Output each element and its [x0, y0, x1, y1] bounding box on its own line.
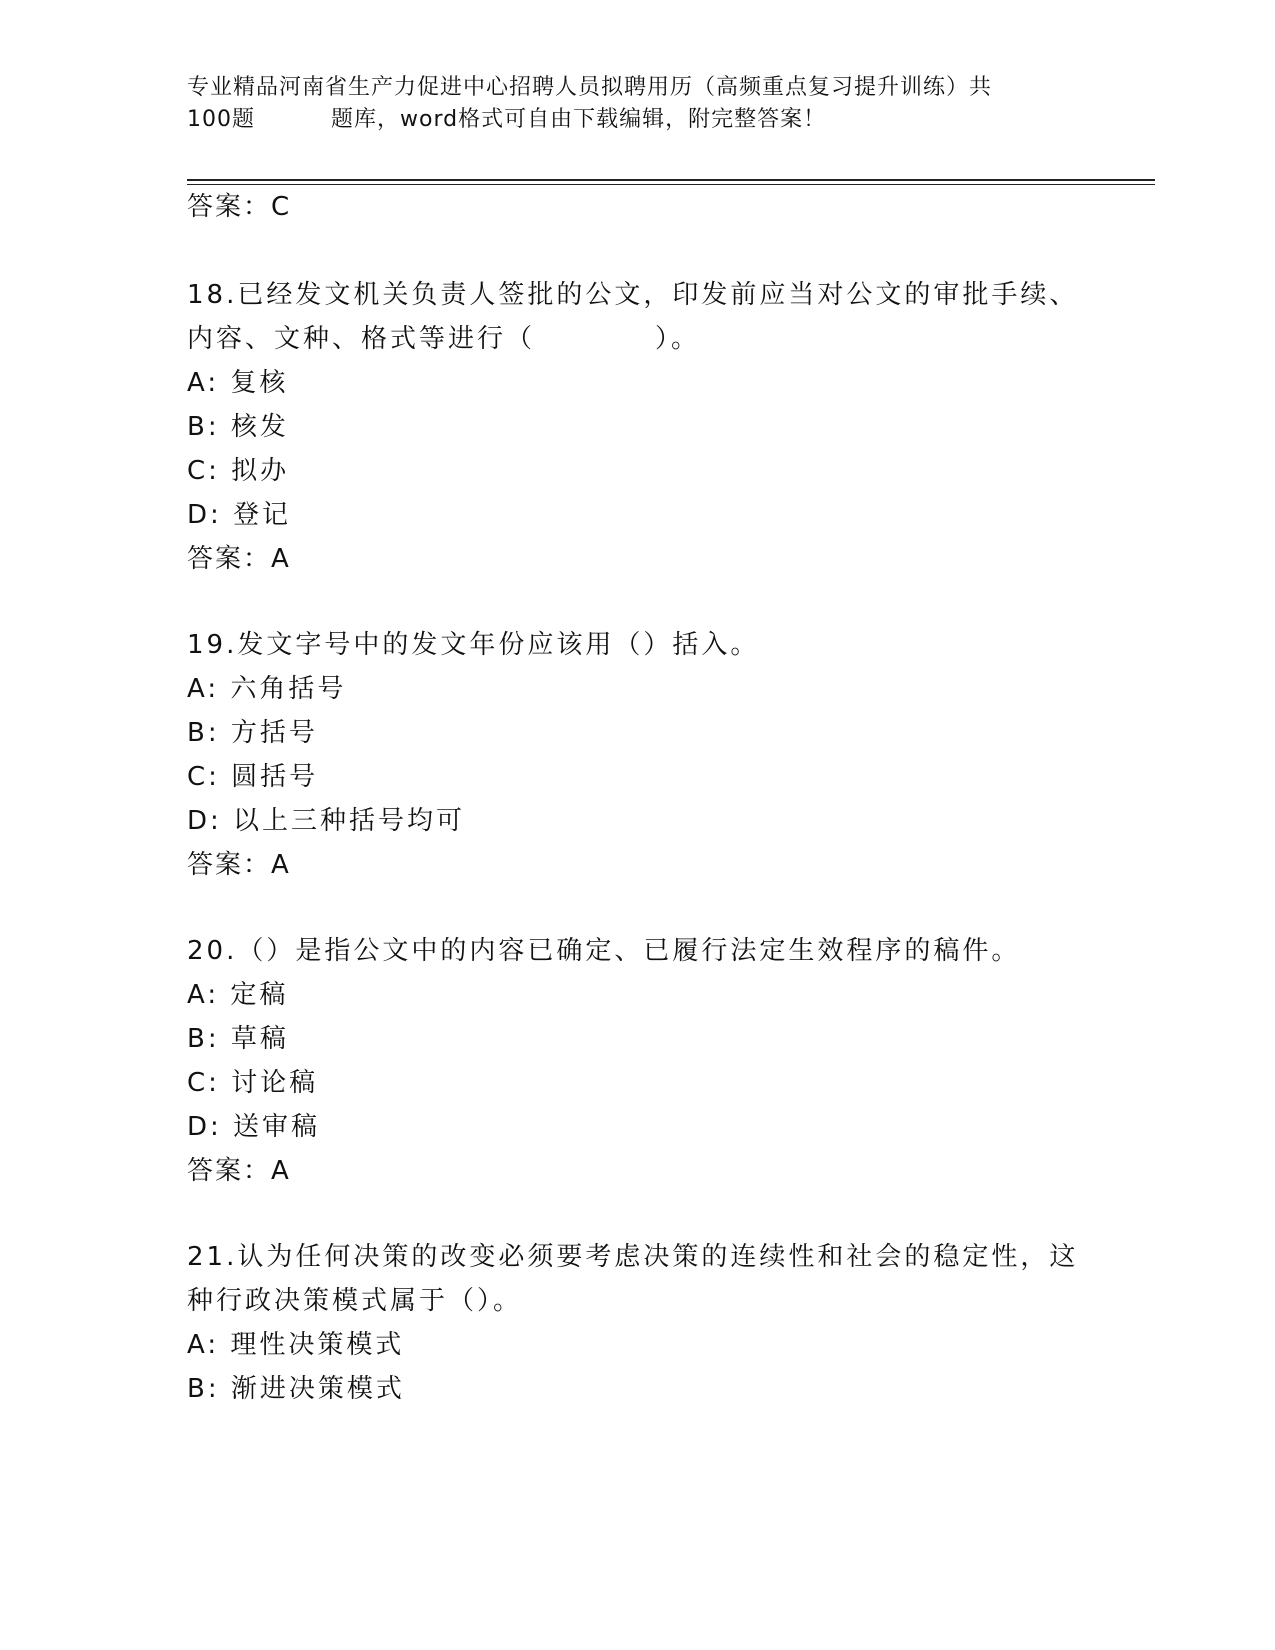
question-18-answer: 答案：A: [187, 544, 291, 574]
question-19-option-b: B: 方括号: [187, 718, 318, 748]
question-20-answer: 答案：A: [187, 1156, 291, 1186]
question-19-option-a: A: 六角括号: [187, 674, 347, 704]
document-header: [187, 72, 1087, 136]
question-20-stem: 20.（）是指公文中的内容已确定、已履行法定生效程序的稿件。: [187, 936, 1021, 966]
answer-q17: 答案：C: [187, 192, 292, 222]
question-18-option-c: C: 拟办: [187, 456, 290, 486]
question-19-option-d: D: 以上三种括号均可: [187, 806, 466, 836]
question-18-option-d: D: 登记: [187, 500, 292, 530]
question-21-option-b: B: 渐进决策模式: [187, 1374, 405, 1404]
header-question-count: 100题: [187, 107, 255, 132]
header-title-line1: 专业精品河南省生产力促进中心招聘人员拟聘用历（高频重点复习提升训练）共: [187, 75, 993, 100]
question-18-stem-line1: 18.已经发文机关负责人签批的公文，印发前应当对公文的审批手续、: [187, 280, 1079, 310]
question-21-stem-line1: 21.认为任何决策的改变必须要考虑决策的连续性和社会的稳定性，这: [187, 1242, 1079, 1272]
question-20-option-d: D: 送审稿: [187, 1112, 321, 1142]
header-divider-thin: [187, 184, 1155, 185]
question-18-option-a: A: 复核: [187, 368, 289, 398]
question-19-option-c: C: 圆括号: [187, 762, 319, 792]
header-title-line2: [187, 104, 1087, 136]
question-19-stem: 19.发文字号中的发文年份应该用（）括入。: [187, 630, 760, 660]
question-20-option-c: C: 讨论稿: [187, 1068, 319, 1098]
header-description: 题库，word格式可自由下载编辑，附完整答案！: [331, 107, 827, 132]
question-20-option-a: A: 定稿: [187, 980, 289, 1010]
question-18-stem-line2: 内容、文种、格式等进行（ ）。: [187, 324, 701, 354]
question-18-option-b: B: 核发: [187, 412, 289, 442]
question-19-answer: 答案：A: [187, 850, 291, 880]
question-20-option-b: B: 草稿: [187, 1024, 289, 1054]
header-divider-thick: [187, 179, 1155, 181]
question-21-stem-line2: 种行政决策模式属于（）。: [187, 1286, 523, 1316]
question-21-option-a: A: 理性决策模式: [187, 1330, 405, 1360]
